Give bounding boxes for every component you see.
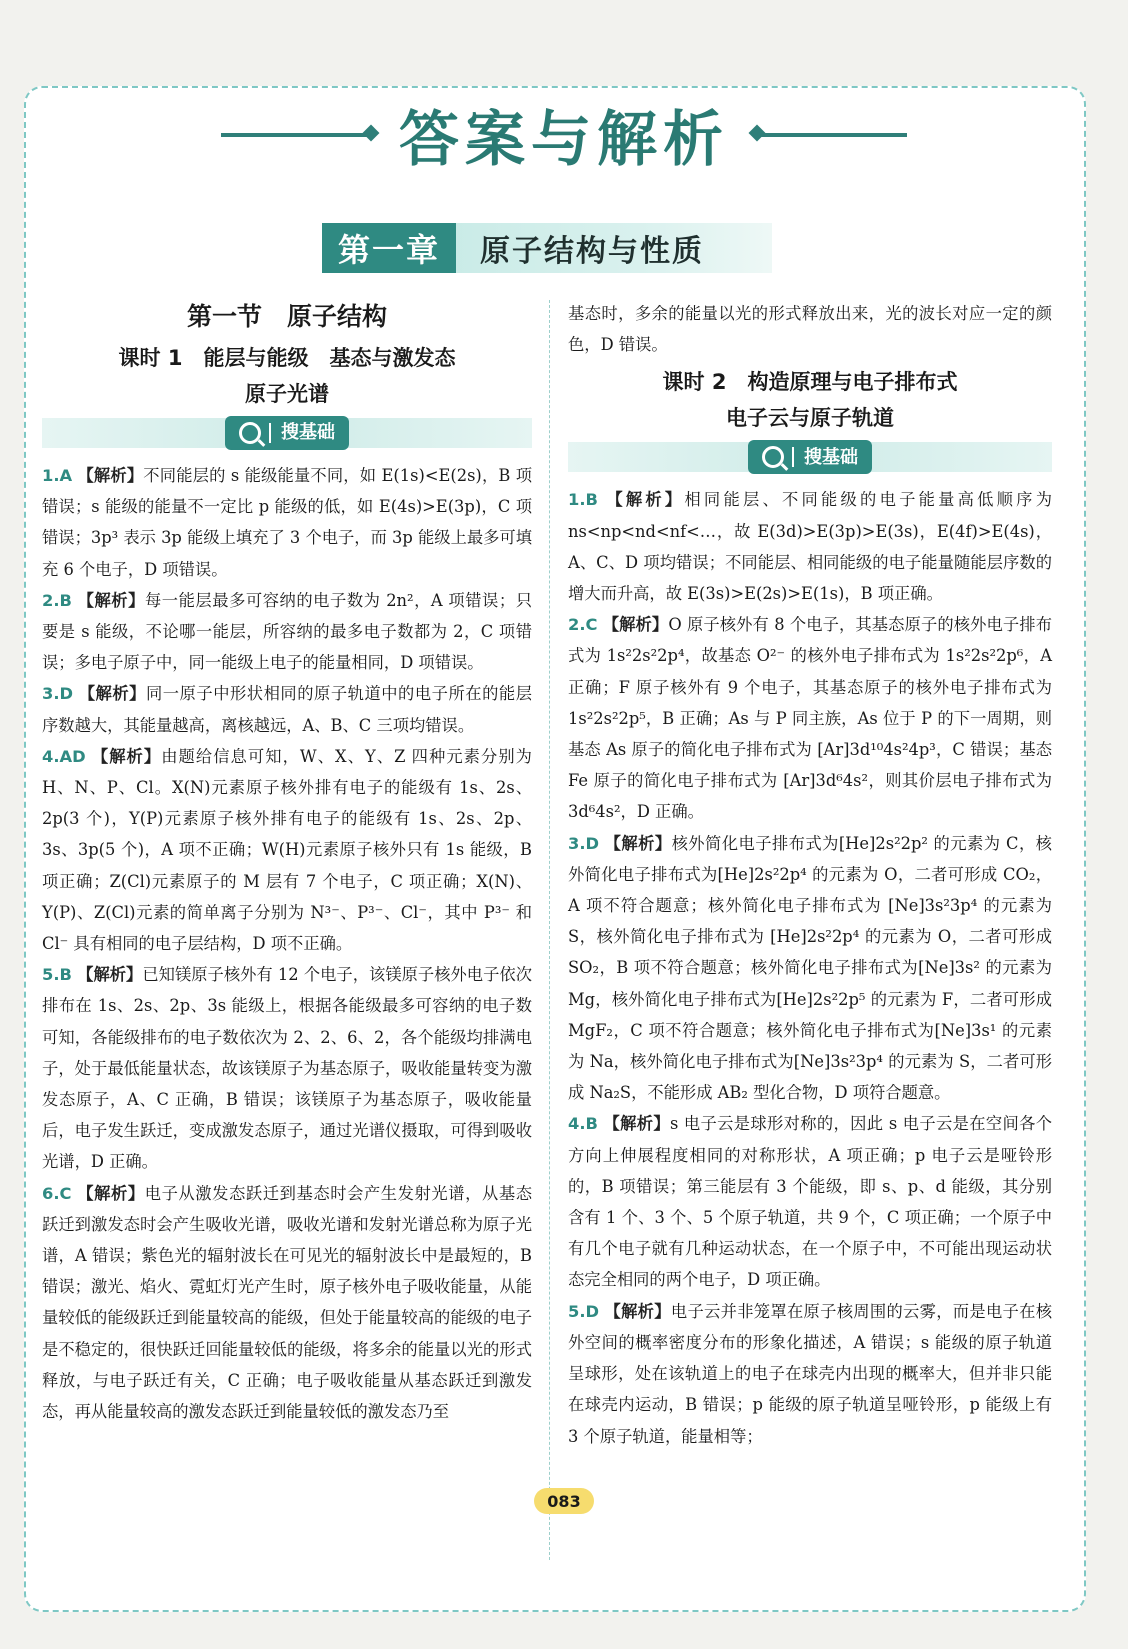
analysis-tag: 【解析】 [604,833,672,853]
search-icon [762,446,784,468]
right-column [568,298,1052,1452]
chapter-name: 原子结构与性质 [480,234,705,269]
analysis-tag: 【解析】 [77,965,143,985]
search-basics-bar [42,418,532,448]
answer-text: 同一原子中形状相同的原子轨道中的电子所在的能层序数越大，其能量越高，离核越远，A、B、C 三项均错误。 [42,684,532,735]
analysis-tag: 【解析】 [77,466,144,485]
page-number: 083 [534,1488,594,1514]
chapter-number: 第一章 [322,223,456,273]
answer-number: 4.AD [42,746,86,766]
analysis-tag: 【解析】 [78,684,146,704]
answer-item [42,959,532,1177]
answer-item [42,741,532,959]
answer-number: 2.B [42,590,72,610]
answer-item [568,609,1052,827]
search-icon [239,422,261,444]
answer-number: 4.B [568,1114,598,1134]
analysis-tag: 【解析】 [603,1114,670,1134]
answer-item [568,828,1052,1109]
lesson-title-line2: 原子光谱 [245,382,329,406]
answer-number: 5.D [568,1301,600,1321]
answer-text: 电子云并非笼罩在原子核周围的云雾，而是电子在核外空间的概率密度分布的形象化描述，A 错误；s 能级的原子轨道呈球形，处在该轨道上的电子在球壳内出现的概率大，但并非只能在球壳内运动，B 错误；p 能级的原子轨道呈哑铃形，p 能级上有 3 个原子轨道，能量相等； [568,1301,1052,1446]
analysis-tag: 【解析】 [602,615,669,635]
main-title: 答案与解析 [399,105,729,175]
main-title-row [0,100,1128,175]
answer-item [568,1108,1052,1295]
title-decoration-left [221,133,371,137]
lesson-title-line1: 课时 1 能层与能级 基态与激发态 [118,346,456,370]
answer-item [42,678,532,740]
answer-text: 相同能层、不同能级的电子能量高低顺序为 ns<np<nd<nf<…，故 E(3d)>E(3p)>E(3s)，E(4f)>E(4s)，A、C、D 项均错误；不同能层、相同能级的电子能量随能层序数的增大而升高，故 E(3s)>E(2s)>E(1s)，B 项正确。 [568,490,1052,604]
answer-number: 6.C [42,1183,72,1203]
answer-number: 1.A [42,466,73,485]
label-separator [269,423,271,443]
answer-number: 3.D [42,684,74,704]
answer-text: 已知镁原子核外有 12 个电子，该镁原子核外电子依次排布在 1s、2s、2p、3s 能级上，根据各能级最多可容纳的电子数可知，各能级排布的电子数依次为 2、2、6、2，各个能级均排满电子，处于最低能量状态，故该镁原子为基态原子，吸收能量转变为激发态原子，A、C 正确，B 错误；该镁原子为基态原子，吸收能量后，电子发生跃迁，变成激发态原子，通过光谱仪摄取，可得到吸收光谱，D 正确。 [42,965,532,1172]
analysis-tag: 【解析】 [91,746,162,766]
search-basics-label [748,440,872,474]
answer-number: 1.B [568,490,598,510]
continuation-text: 基态时，多余的能量以光的形式释放出来，光的波长对应一定的颜色，D 错误。 [568,304,1052,355]
answer-number: 2.C [568,615,598,635]
analysis-tag: 【解析】 [77,590,145,610]
column-divider [549,300,550,1560]
chapter-banner [322,223,772,273]
answer-text: 由题给信息可知，W、X、Y、Z 四种元素分别为 H、N、P、Cl。X(N)元素原子核外排有电子的能级有 1s、2s、2p(3 个)，Y(P)元素原子核外排有电子的能级有 1s、2s、2p、3s、3p(5 个)，A 项不正确；W(H)元素原子核外只有 1s 能级，B 项正确；Z(Cl)元素原子的 M 层有 7 个电子，C 项正确；X(N)、Y(P)、Z(Cl)元素的简单离子分别为 N³⁻、P³⁻、Cl⁻，其中 P³⁻ 和 Cl⁻ 具有相同的电子层结构，D 项不正确。 [42,746,532,954]
search-basics-bar [568,442,1052,472]
left-column [42,298,532,1427]
label-separator [792,447,794,467]
answer-text: s 电子云是球形对称的，因此 s 电子云是在空间各个方向上伸展程度相同的对称形状，A 项正确；p 电子云是哑铃形的，B 项错误；第三能层有 3 个能级，即 s、p、d 能级，其分别含有 1 个、3 个、5 个原子轨道，共 9 个，C 项正确；一个原子中有几个电子就有几种运动状态，在一个原子中，不可能出现运动状态完全相同的两个电子，D 项正确。 [568,1114,1052,1290]
search-basics-text: 搜基础 [281,422,335,444]
answer-text: 电子从激发态跃迁到基态时会产生发射光谱，从基态跃迁到激发态时会产生吸收光谱，吸收光谱和发射光谱总称为原子光谱，A 错误；紫色光的辐射波长在可见光的辐射波长中是最短的，B 错误；激光、焰火、霓虹灯光产生时，原子核外电子吸收能量，从能量较低的能级跃迁到能量较高的能级，但处于能量较高的能级的电子是不稳定的，很快跃迁回能量较低的能级，将多余的能量以光的形式释放，与电子跃迁有关，C 正确；电子吸收能量从基态跃迁到激发态，再从能量较高的激发态跃迁到能量较低的激发态乃至 [42,1183,532,1422]
answer-text: 每一能层最多可容纳的电子数为 2n²，A 项错误；只要是 s 能级，不论哪一能层，所容纳的最多电子数都为 2，C 项错误；多电子原子中，同一能级上电子的能量相同，D 项错误。 [42,590,532,673]
answer-text: O 原子核外有 8 个电子，其基态原子的核外电子排布式为 1s²2s²2p⁴，故基态 O²⁻ 的核外电子排布式为 1s²2s²2p⁶，A 正确；F 原子核外有 9 个电子，其基态原子的核外电子排布式为 1s²2s²2p⁵，B 正确；As 与 P 同主族，As 位于 P 的下一周期，则基态 As 原子的简化电子排布式为 [Ar]3d¹⁰4s²4p³，C 错误；基态 Fe 原子的简化电子排布式为 [Ar]3d⁶4s²，则其价层电子排布式为 3d⁶4s²，D 正确。 [568,615,1052,822]
analysis-tag: 【解析】 [606,490,685,510]
section-title: 第一节 原子结构 [186,302,387,331]
lesson-title-line2: 电子云与原子轨道 [726,406,894,431]
analysis-tag: 【解析】 [604,1301,671,1321]
answer-number: 5.B [42,965,72,985]
answer-text: 不同能层的 s 能级能量不同，如 E(1s)<E(2s)，B 项错误；s 能级的能量不一定比 p 能级的低，如 E(4s)>E(3p)，C 项错误；3p³ 表示 3p 能级上填充了 3 个电子，而 3p 能级上最多可填充 6 个电子，D 项错误。 [42,466,532,579]
answer-item [42,585,532,679]
answer-item [568,484,1052,609]
answer-text: 核外简化电子排布式为[He]2s²2p² 的元素为 C，核外简化电子排布式为[He]2s²2p⁴ 的元素为 O，二者可形成 CO₂，A 项不符合题意；核外简化电子排布式为 [Ne]3s²3p⁴ 的元素为 S，核外简化电子排布式为 [He]2s²2p⁴ 的元素为 O，二者可形成 SO₂，B 项不符合题意；核外简化电子排布式为[Ne]3s² 的元素为 Mg，核外简化电子排布式为[He]2s²2p⁵ 的元素为 F，二者可形成 MgF₂，C 项不符合题意；核外简化电子排布式为[Ne]3s¹ 的元素为 Na，核外简化电子排布式为[Ne]3s²3p⁴ 的元素为 S，二者可形成 Na₂S，不能形成 AB₂ 型化合物，D 项符合题意。 [568,833,1052,1103]
answer-number: 3.D [568,833,600,853]
lesson-title-line1: 课时 2 构造原理与电子排布式 [662,370,958,395]
search-basics-text: 搜基础 [804,446,858,468]
answer-item [42,1178,532,1428]
title-decoration-right [757,133,907,137]
answer-item [42,460,532,585]
answer-item [568,1296,1052,1452]
search-basics-label [225,416,349,450]
analysis-tag: 【解析】 [77,1183,145,1203]
